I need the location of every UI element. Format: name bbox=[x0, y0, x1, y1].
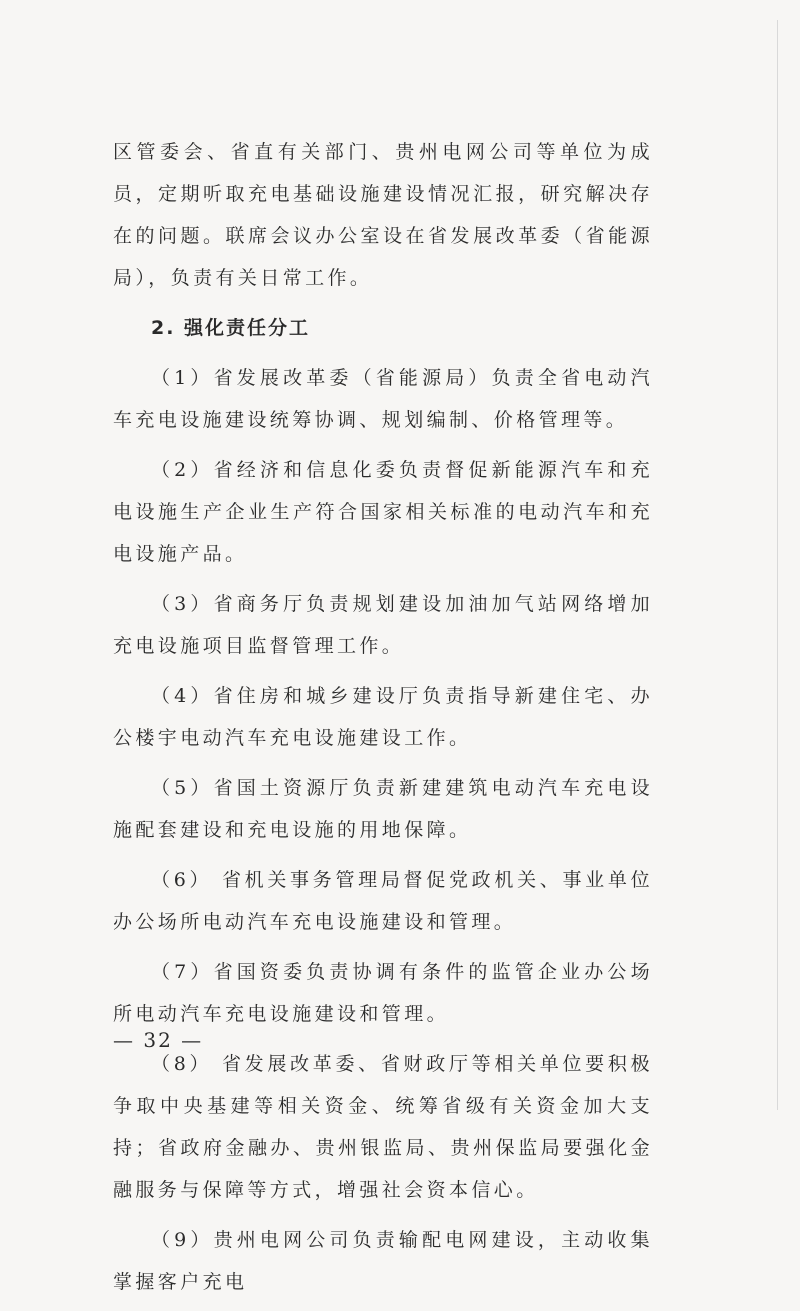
paragraph-8: （7）省国资委负责协调有条件的监管企业办公场所电动汽车充电设施建设和管理。 bbox=[113, 961, 653, 1025]
document-body bbox=[113, 131, 653, 1311]
page-number: — 32 — bbox=[113, 1028, 204, 1052]
paragraph-4: （3）省商务厅负责规划建设加油加气站网络增加充电设施项目监督管理工作。 bbox=[113, 593, 653, 657]
section-heading: 2. 强化责任分工 bbox=[151, 317, 311, 339]
paragraph-9: （8） 省发展改革委、省财政厅等相关单位要积极争取中央基建等相关资金、统筹省级有关资金加大支持；省政府金融办、贵州银监局、贵州保监局要强化金融服务与保障等方式，增强社会资本信心。 bbox=[113, 1053, 653, 1201]
paragraph-0: 区管委会、省直有关部门、贵州电网公司等单位为成员，定期听取充电基础设施建设情况汇报，研究解决存在的问题。联席会议办公室设在省发展改革委（省能源局），负责有关日常工作。 bbox=[113, 141, 653, 289]
page-edge-line bbox=[777, 20, 778, 1110]
paragraph-3: （2）省经济和信息化委负责督促新能源汽车和充电设施生产企业生产符合国家相关标准的电动汽车和充电设施产品。 bbox=[113, 459, 653, 565]
paragraph-2: （1）省发展改革委（省能源局）负责全省电动汽车充电设施建设统筹协调、规划编制、价格管理等。 bbox=[113, 367, 653, 431]
paragraph-7: （6） 省机关事务管理局督促党政机关、事业单位办公场所电动汽车充电设施建设和管理。 bbox=[113, 869, 653, 933]
paragraph-5: （4）省住房和城乡建设厅负责指导新建住宅、办公楼宇电动汽车充电设施建设工作。 bbox=[113, 685, 653, 749]
paragraph-10: （9）贵州电网公司负责输配电网建设，主动收集掌握客户充电 bbox=[113, 1229, 653, 1293]
paragraph-6: （5）省国土资源厅负责新建建筑电动汽车充电设施配套建设和充电设施的用地保障。 bbox=[113, 777, 653, 841]
